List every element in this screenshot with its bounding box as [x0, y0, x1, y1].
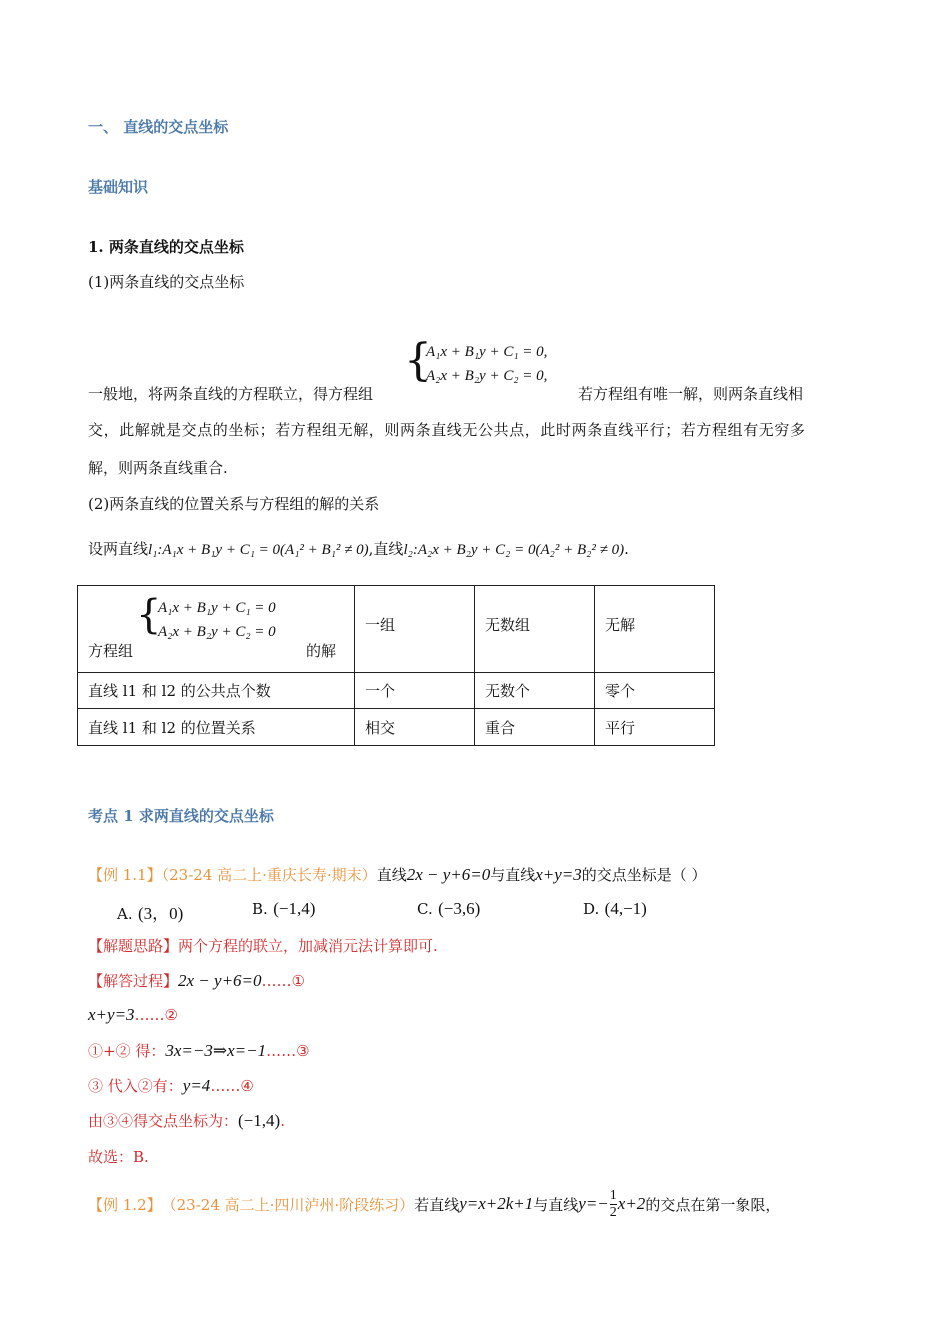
step-pre: 由③④得交点坐标为： — [88, 1112, 239, 1130]
lines-end: . — [624, 540, 629, 558]
table-head-system: 方程组 { A₁x + B₁y + C₁ = 0 A₂x + B₂y + C₂ = 0 的解 — [78, 586, 355, 673]
option-value: (−3,6) — [438, 899, 481, 918]
option-value: (4,−1) — [604, 899, 647, 918]
step-mark: ……② — [134, 1006, 178, 1024]
question-text: 的交点坐标是（ ） — [581, 866, 707, 884]
step-eq: (−1,4) — [238, 1111, 281, 1130]
para1-b: 若方程组有唯一解，则两条直线相 — [578, 385, 804, 403]
option-value: (3，0) — [138, 904, 184, 923]
table-cell: 重合 — [475, 709, 595, 746]
option-value: (−1,4) — [273, 899, 316, 918]
step-eq: 3x=−3⇒x=−1 — [165, 1041, 267, 1060]
lines-definition — [88, 537, 629, 562]
relation-table — [77, 585, 715, 746]
table-cell: 平行 — [595, 709, 715, 746]
solution-step3 — [88, 1040, 310, 1061]
fraction — [610, 1188, 617, 1221]
table-row — [78, 673, 715, 709]
table-row-label: 直线 l1 和 l2 的公共点个数 — [78, 673, 355, 709]
example-tag: 【例 1.1】 — [88, 866, 162, 884]
para1-c: 交，此解就是交点的坐标；若方程组无解，则两条直线无公共点，此时两条直线平行；若方程组有无穷多 — [88, 421, 806, 439]
table-cell: 零个 — [595, 673, 715, 709]
table-head-prefix: 方程组 — [88, 642, 134, 660]
lines-mid: ,直线 — [368, 540, 404, 558]
solution-step2 — [88, 1005, 178, 1025]
solution-step1 — [88, 970, 305, 991]
step-eq: y=4 — [182, 1076, 211, 1095]
question-eq2-post: x+2 — [617, 1194, 646, 1213]
table-row — [78, 709, 715, 746]
table-cell: 无数个 — [475, 673, 595, 709]
basics-title: 基础知识 — [88, 178, 149, 196]
example-1-2-question — [88, 1184, 780, 1224]
step-mark: ……③ — [266, 1042, 310, 1060]
table-head-eq1: A₁x + B₁y + C₁ = 0 — [158, 600, 276, 616]
question-eq1: 2x − y+6=0 — [406, 865, 491, 884]
question-text: 若直线 — [414, 1195, 460, 1214]
step-pre: ①+② 得： — [88, 1042, 166, 1060]
table-head-suffix: 的解 — [306, 642, 337, 660]
option-label: C. — [417, 900, 433, 918]
example-source: （23-24 高二上·重庆长寿·期末） — [161, 866, 377, 884]
item1-title: 1. 两条直线的交点坐标 — [88, 238, 244, 256]
option-label: B. — [252, 900, 268, 918]
option-label: A. — [117, 905, 133, 923]
example-1-1-question — [88, 864, 707, 885]
sub2: (2)两条直线的位置关系与方程组的解的关系 — [88, 495, 380, 513]
para1-d: 解，则两条直线重合. — [88, 459, 228, 477]
step-end: . — [280, 1112, 285, 1130]
question-text: 与直线 — [533, 1195, 579, 1214]
table-row-label: 直线 l1 和 l2 的位置关系 — [78, 709, 355, 746]
section-title: 一、 直线的交点坐标 — [88, 118, 229, 136]
step-mark: ……① — [261, 972, 305, 990]
para1-a: 一般地，将两条直线的方程联立，得方程组 — [88, 385, 374, 403]
sub1: (1)两条直线的交点坐标 — [88, 273, 245, 291]
kaodian1-title: 考点 1 求两直线的交点坐标 — [88, 807, 274, 825]
option-c — [417, 899, 480, 919]
table-head-col: 无解 — [595, 586, 715, 673]
solution-idea — [88, 935, 438, 956]
line2-eq: l₂:A₂x + B₂y + C₂ = 0(A₂² + B₂² ≠ 0) — [403, 542, 625, 558]
table-head-col: 一组 — [355, 586, 475, 673]
table-header-row — [78, 586, 715, 673]
line1-eq: l₁:A₁x + B₁y + C₁ = 0(A₁² + B₁² ≠ 0) — [148, 542, 369, 558]
question-eq1: y=x+2k+1 — [459, 1194, 534, 1213]
system-eq2: A₂x + B₂y + C₂ = 0, — [426, 368, 548, 384]
system-eq1: A₁x + B₁y + C₁ = 0, — [426, 344, 548, 360]
step-eq: x+y=3 — [88, 1005, 135, 1024]
example-source: （23-24 高二上·四川泸州·阶段练习） — [161, 1195, 415, 1214]
process-tag: 【解答过程】 — [88, 972, 179, 990]
option-label: D. — [583, 900, 600, 918]
table-cell: 一个 — [355, 673, 475, 709]
fraction-denominator: 2 — [609, 1204, 617, 1220]
solution-step4 — [88, 1075, 254, 1096]
idea-text: 两个方程的联立，加减消元法计算即可. — [178, 937, 438, 955]
question-text: 的交点在第一象限， — [645, 1195, 781, 1214]
option-a — [117, 899, 183, 924]
answer: 故选：B. — [88, 1148, 149, 1166]
lines-prefix: 设两直线 — [88, 540, 149, 558]
question-text: 直线 — [376, 866, 407, 884]
table-head-col: 无数组 — [475, 586, 595, 673]
table-cell: 相交 — [355, 709, 475, 746]
step-mark: ……④ — [210, 1077, 254, 1095]
question-eq2: x+y=3 — [535, 865, 582, 884]
option-b — [252, 899, 315, 919]
step-eq: 2x − y+6=0 — [178, 971, 262, 990]
option-d — [583, 899, 647, 919]
idea-tag: 【解题思路】 — [88, 937, 179, 955]
table-head-eq2: A₂x + B₂y + C₂ = 0 — [158, 624, 276, 640]
question-text: 与直线 — [490, 866, 536, 884]
fraction-numerator: 1 — [609, 1187, 617, 1203]
step-pre: ③ 代入②有： — [88, 1077, 183, 1095]
question-eq2-pre: y=− — [578, 1194, 609, 1213]
example-tag: 【例 1.2】 — [88, 1195, 162, 1214]
solution-step5 — [88, 1110, 285, 1131]
